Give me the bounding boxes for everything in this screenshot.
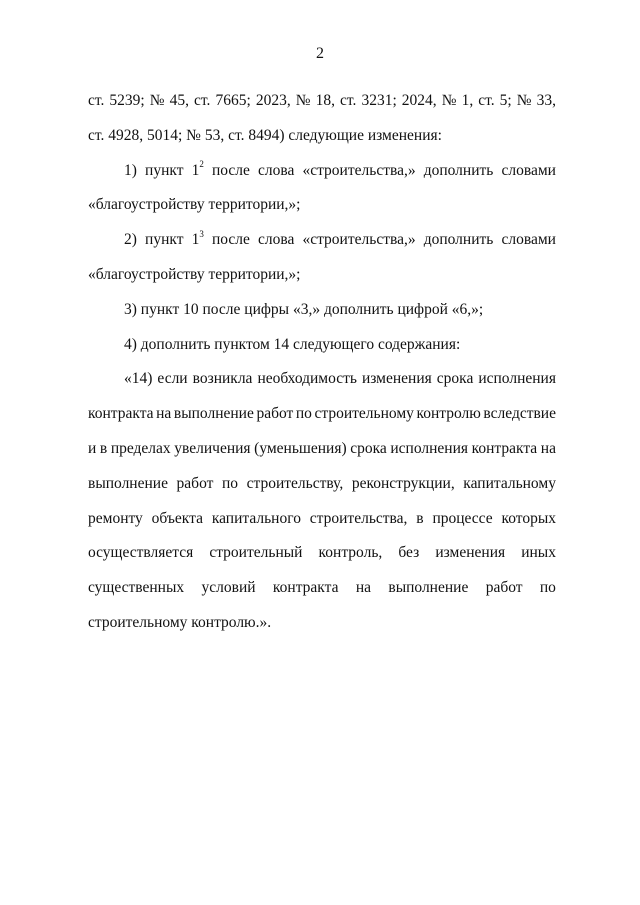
superscript: 3 bbox=[199, 229, 204, 240]
word-with-superscript: $1^3$ bbox=[191, 229, 204, 249]
text-line-4: «благоустройству территории,»; bbox=[88, 196, 301, 214]
word: 45, bbox=[169, 92, 189, 109]
list-item-2 bbox=[88, 223, 556, 258]
word: срока bbox=[436, 370, 474, 388]
word: иных bbox=[521, 544, 556, 562]
word: существенных bbox=[88, 579, 185, 597]
word: без bbox=[398, 544, 420, 562]
word: контракта bbox=[272, 579, 339, 597]
quote-line-4 bbox=[88, 467, 556, 502]
quote-line-5 bbox=[88, 502, 556, 537]
list-item-4: 4) дополнить пунктом 14 следующего содержания: bbox=[124, 335, 461, 353]
word: дополнить bbox=[423, 161, 494, 179]
word: строительства, bbox=[309, 509, 408, 527]
word: выполнение bbox=[388, 579, 469, 597]
word: контракта bbox=[88, 405, 154, 423]
word: строительный bbox=[209, 544, 303, 562]
word: капитальному bbox=[463, 474, 556, 492]
word: 33, bbox=[536, 92, 556, 109]
word: по bbox=[539, 579, 556, 597]
word: исполнения bbox=[390, 439, 469, 457]
word: и bbox=[88, 439, 97, 457]
word: слова bbox=[258, 161, 295, 179]
word: 5239; bbox=[109, 92, 145, 109]
word: выполнение bbox=[88, 474, 168, 492]
word: 2024, bbox=[401, 92, 437, 109]
word: 3231; bbox=[361, 92, 397, 109]
word: № bbox=[516, 92, 532, 109]
word: ст. bbox=[194, 92, 211, 109]
word: срока bbox=[350, 439, 387, 457]
word: работ bbox=[485, 579, 523, 597]
word: 2) bbox=[124, 231, 137, 249]
word-with-superscript: $1^2$ bbox=[191, 159, 204, 179]
word: процессе bbox=[432, 509, 493, 527]
word: по bbox=[295, 405, 312, 423]
word: капитального bbox=[211, 509, 301, 527]
quote-line-6 bbox=[88, 536, 556, 571]
word: объекта bbox=[151, 509, 203, 527]
word: «14) bbox=[124, 370, 153, 388]
word: 7665; bbox=[215, 92, 251, 109]
page-number: 2 bbox=[316, 45, 324, 62]
word: контракта bbox=[471, 439, 538, 457]
quote-line-8: строительному контролю.». bbox=[88, 613, 272, 631]
word: строительному bbox=[314, 405, 414, 423]
word: после bbox=[211, 231, 250, 249]
quote-line-3 bbox=[88, 432, 556, 467]
word: на bbox=[355, 579, 372, 597]
word: выполнение bbox=[173, 405, 254, 423]
word: изменения bbox=[361, 370, 432, 388]
word: 18, bbox=[315, 92, 335, 109]
word: пункт bbox=[145, 231, 184, 249]
word: дополнить bbox=[423, 231, 494, 249]
word: вследствие bbox=[483, 405, 556, 423]
word: осуществляется bbox=[88, 544, 194, 562]
word: 2023, bbox=[255, 92, 291, 109]
word: ст. bbox=[340, 92, 357, 109]
word: работ bbox=[176, 474, 214, 492]
text-line-1 bbox=[88, 84, 556, 119]
word: в bbox=[99, 439, 108, 457]
word: словами bbox=[501, 161, 556, 179]
word: возникла bbox=[192, 370, 253, 388]
quote-line-7 bbox=[88, 571, 556, 606]
word: № bbox=[441, 92, 457, 109]
word: (уменьшения) bbox=[254, 439, 347, 457]
word: необходимость bbox=[257, 370, 357, 388]
document-body bbox=[88, 84, 556, 641]
word: которых bbox=[501, 509, 556, 527]
word: пункт bbox=[145, 161, 184, 179]
quote-line-1 bbox=[88, 362, 556, 397]
word: 5; bbox=[499, 92, 512, 109]
word: слова bbox=[258, 231, 295, 249]
word: на bbox=[156, 405, 172, 423]
word: на bbox=[540, 439, 556, 457]
word: словами bbox=[501, 231, 556, 249]
text-line-2: ст. 4928, 5014; № 53, ст. 8494) следующие изменения: bbox=[88, 126, 442, 144]
word: № bbox=[149, 92, 165, 109]
word: изменения bbox=[435, 544, 506, 562]
word: по bbox=[221, 474, 239, 492]
word: ст. bbox=[88, 92, 105, 109]
word: исполнения bbox=[478, 370, 556, 388]
word: в bbox=[416, 509, 424, 527]
list-item-1 bbox=[88, 154, 556, 189]
word: пределах bbox=[110, 439, 171, 457]
word: ремонту bbox=[88, 509, 143, 527]
word: «строительства,» bbox=[302, 231, 416, 249]
word: после bbox=[211, 161, 250, 179]
word: строительству, bbox=[246, 474, 344, 492]
word: реконструкции, bbox=[351, 474, 455, 492]
word: увеличения bbox=[174, 439, 251, 457]
text-line-6: «благоустройству территории,»; bbox=[88, 265, 301, 283]
word: условий bbox=[201, 579, 256, 597]
word: «строительства,» bbox=[302, 161, 416, 179]
word: 1) bbox=[124, 161, 137, 179]
list-item-3: 3) пункт 10 после цифры «3,» дополнить цифрой «6,»; bbox=[124, 300, 484, 318]
word: ст. bbox=[478, 92, 495, 109]
word: контролю bbox=[416, 405, 481, 423]
quote-line-2 bbox=[88, 397, 556, 432]
word: контроль, bbox=[318, 544, 383, 562]
word: 1, bbox=[461, 92, 474, 109]
superscript: 2 bbox=[199, 159, 204, 170]
word: № bbox=[295, 92, 311, 109]
word: если bbox=[157, 370, 188, 388]
word: работ bbox=[256, 405, 294, 423]
